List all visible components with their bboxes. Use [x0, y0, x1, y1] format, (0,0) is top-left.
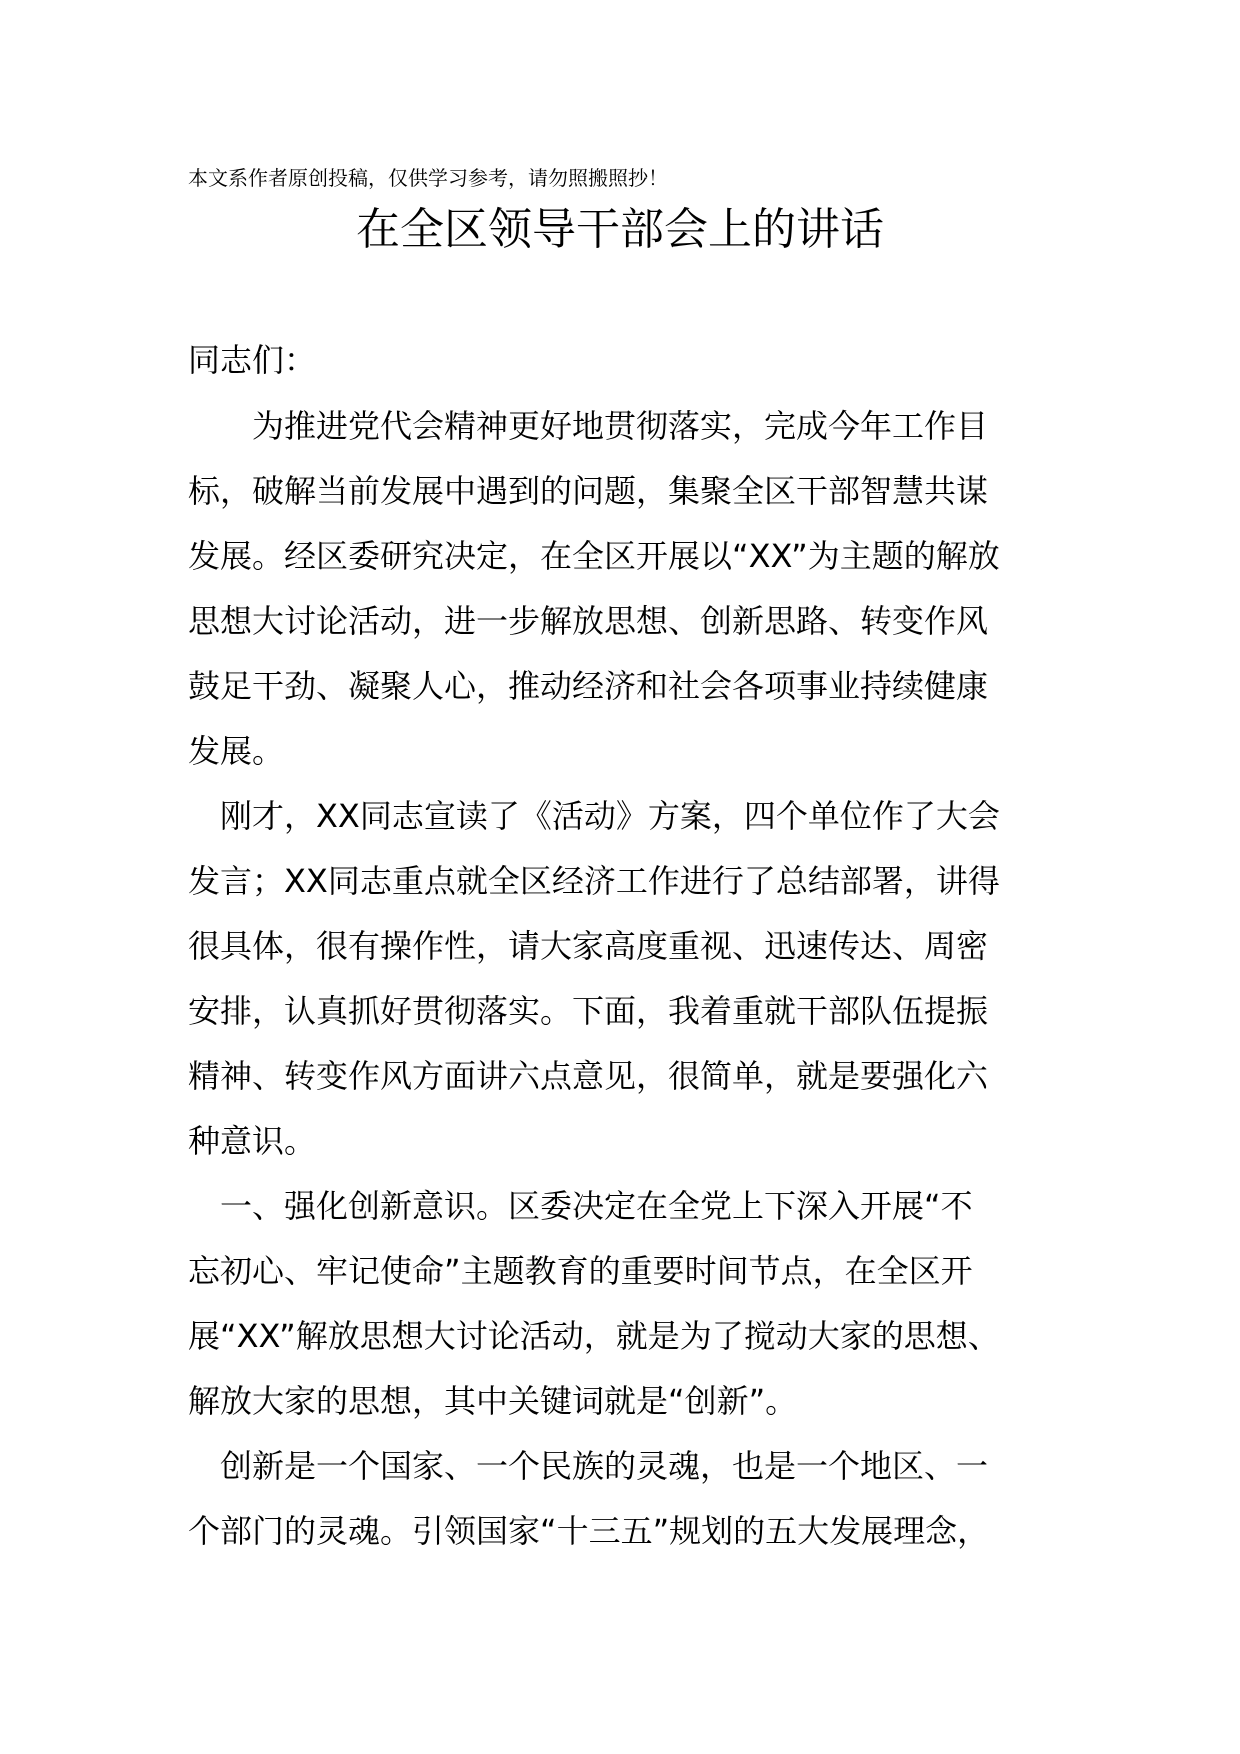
document-title: 在全区领导干部会上的讲话 [356, 204, 884, 255]
paragraph-2 [188, 784, 1088, 1174]
paragraph-line: 发言；XX同志重点就全区经济工作进行了总结部署，讲得 [188, 862, 1000, 900]
paragraph-4 [188, 1434, 1088, 1564]
paragraph-line: 很具体，很有操作性，请大家高度重视、迅速传达、周密 [188, 927, 989, 965]
paragraph-line: 一、强化创新意识。区委决定在全党上下深入开展“不 [220, 1187, 973, 1225]
paragraph-3 [188, 1174, 1088, 1434]
paragraph-line: 精神、转变作风方面讲六点意见，很简单，就是要强化六 [188, 1057, 989, 1095]
paragraph-line: 为推进党代会精神更好地贯彻落实，完成今年工作目 [252, 407, 989, 445]
paragraph-line: 个部门的灵魂。引领国家“十三五”规划的五大发展理念， [188, 1512, 990, 1550]
paragraph-1 [188, 394, 1088, 784]
paragraph-line: 创新是一个国家、一个民族的灵魂，也是一个地区、一 [220, 1447, 989, 1485]
paragraph-line: 鼓足干劲、凝聚人心，推动经济和社会各项事业持续健康 [188, 667, 989, 705]
paragraph-line: 刚才，XX同志宣读了《活动》方案，四个单位作了大会 [220, 797, 1000, 835]
paragraph-line: 种意识。 [188, 1122, 317, 1160]
paragraph-line: 思想大讨论活动，进一步解放思想、创新思路、转变作风 [188, 602, 989, 640]
paragraph-line: 发展。经区委研究决定，在全区开展以“XX”为主题的解放 [188, 537, 1000, 575]
paragraph-line: 安排，认真抓好贯彻落实。下面，我着重就干部队伍提振 [188, 992, 989, 1030]
copyright-notice: 本文系作者原创投稿，仅供学习参考，请勿照搬照抄！ [188, 166, 668, 190]
salutation: 同志们： [188, 341, 317, 379]
paragraph-line: 解放大家的思想，其中关键词就是“创新”。 [188, 1382, 798, 1420]
paragraph-line: 标，破解当前发展中遇到的问题，集聚全区干部智慧共谋 [188, 472, 989, 510]
paragraph-line: 发展。 [188, 732, 285, 770]
paragraph-line: 展“XX”解放思想大讨论活动，就是为了搅动大家的思想、 [188, 1317, 1000, 1355]
paragraph-line: 忘初心、牢记使命”主题教育的重要时间节点，在全区开 [188, 1252, 973, 1290]
